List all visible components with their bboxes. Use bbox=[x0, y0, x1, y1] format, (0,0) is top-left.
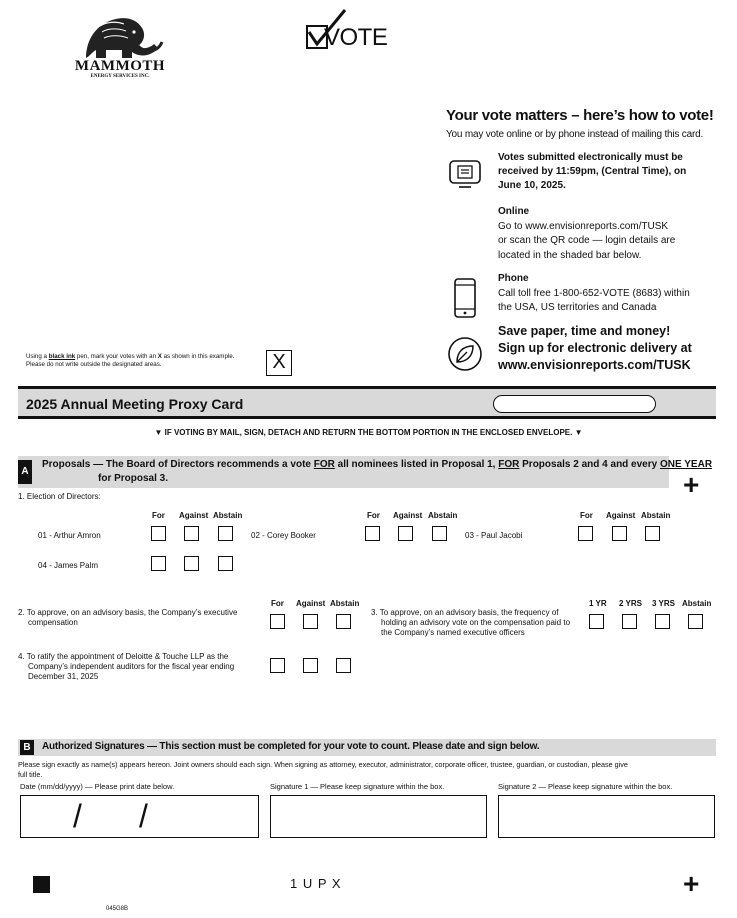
proposal-2-text bbox=[18, 608, 237, 628]
company-name: MAMMOTH bbox=[74, 58, 166, 74]
col-for-1: For bbox=[152, 511, 165, 520]
col-abstain-2: Abstain bbox=[428, 511, 458, 520]
date-separator-1: / bbox=[73, 798, 82, 834]
nominee-01-abstain-checkbox[interactable] bbox=[218, 526, 233, 541]
nominee-03: 03 - Paul Jacobi bbox=[465, 531, 523, 540]
mammoth-illustration bbox=[72, 12, 168, 62]
signature-2-field[interactable] bbox=[498, 795, 715, 838]
computer-icon bbox=[447, 158, 483, 190]
example-mark-box bbox=[266, 350, 292, 376]
promo-subtitle: You may vote online or by phone instead of mailing this card. bbox=[446, 129, 704, 140]
p2-col-abstain: Abstain bbox=[330, 599, 360, 608]
phone-line-1: Call toll free 1-800-652-VOTE (8683) within bbox=[498, 287, 690, 299]
paper-line-1: Save paper, time and money! bbox=[498, 324, 671, 338]
section-b-title: Authorized Signatures — This section must be completed for your vote to count. Please date and sign below. bbox=[42, 741, 540, 752]
nominee-01-for-checkbox[interactable] bbox=[151, 526, 166, 541]
date-field[interactable] bbox=[20, 795, 259, 838]
proposal-2-line-2: compensation bbox=[28, 618, 78, 627]
nominee-02-abstain-checkbox[interactable] bbox=[432, 526, 447, 541]
nominee-04-against-checkbox[interactable] bbox=[184, 556, 199, 571]
col-for-2: For bbox=[367, 511, 380, 520]
section-a-label: A bbox=[18, 460, 32, 484]
proposal-4-text bbox=[18, 652, 234, 682]
nominee-04-abstain-checkbox[interactable] bbox=[218, 556, 233, 571]
online-section bbox=[498, 205, 675, 263]
p3-col-2yrs: 2 YRS bbox=[619, 599, 642, 608]
nominee-02-against-checkbox[interactable] bbox=[398, 526, 413, 541]
nominee-02: 02 - Corey Booker bbox=[251, 531, 316, 540]
sig1-label: Signature 1 — Please keep signature within the box. bbox=[270, 782, 445, 791]
promo-title: Your vote matters – here’s how to vote! bbox=[446, 107, 714, 124]
nominee-04: 04 - James Palm bbox=[38, 561, 99, 570]
nominee-01-against-checkbox[interactable] bbox=[184, 526, 199, 541]
signature-instructions-line-2: full title. bbox=[18, 769, 43, 779]
nominee-03-against-checkbox[interactable] bbox=[612, 526, 627, 541]
online-line-2: or scan the QR code — login details are bbox=[498, 235, 676, 246]
company-subtitle: ENERGY SERVICES INC. bbox=[90, 74, 150, 79]
proposal-3-1yr-checkbox[interactable] bbox=[589, 614, 604, 629]
p2-col-against: Against bbox=[296, 599, 326, 608]
proposal-4-line-2: Company’s independent auditors for the fiscal year ending bbox=[28, 662, 235, 671]
vote-logo-text: VOTE bbox=[324, 24, 388, 51]
col-against-2: Against bbox=[393, 511, 423, 520]
section-a-title-line-2: for Proposal 3. bbox=[98, 473, 169, 484]
registration-square bbox=[33, 876, 50, 893]
deadline-text bbox=[498, 151, 686, 193]
signature-instructions bbox=[18, 760, 718, 779]
nominee-03-for-checkbox[interactable] bbox=[578, 526, 593, 541]
deadline-line-3: June 10, 2025. bbox=[498, 180, 566, 191]
signature-instructions-line-1: Please sign exactly as name(s) appears hereon. Joint owners should each sign. When signing as attorney, executor, administrator, corporate officer, trustee, guardian, or custodian, please give bbox=[18, 760, 628, 769]
company-logo bbox=[72, 12, 168, 82]
registration-plus-top: + bbox=[683, 469, 700, 500]
date-label: Date (mm/dd/yyyy) — Please print date below. bbox=[20, 782, 175, 791]
qr-login-field bbox=[493, 395, 656, 413]
sig2-label: Signature 2 — Please keep signature within the box. bbox=[498, 782, 673, 791]
section-b-label: B bbox=[20, 740, 34, 755]
form-number: 045G8B bbox=[106, 906, 129, 912]
col-against-1: Against bbox=[179, 511, 209, 520]
col-abstain-1: Abstain bbox=[213, 511, 243, 520]
signature-1-field[interactable] bbox=[270, 795, 487, 838]
proposal-4-abstain-checkbox[interactable] bbox=[336, 658, 351, 673]
marking-instructions: Using a black ink pen, mark your votes with an X as shown in this example. Please do not write outside the designated areas. bbox=[26, 353, 235, 368]
section-a-title: Proposals — The Board of Directors recommends a vote FOR all nominees listed in Proposal 1, FOR Proposals 2 and 4 and every ONE YEAR for Proposal 3. bbox=[42, 459, 713, 484]
proposal-2-against-checkbox[interactable] bbox=[303, 614, 318, 629]
col-abstain-3: Abstain bbox=[641, 511, 671, 520]
card-title-bar bbox=[18, 386, 716, 419]
proposal-3-abstain-checkbox[interactable] bbox=[688, 614, 703, 629]
p3-col-abstain: Abstain bbox=[682, 599, 712, 608]
p3-col-1yr: 1 YR bbox=[589, 599, 607, 608]
proposal-3-line-3: the Company’s named executive officers bbox=[381, 628, 525, 637]
proposal-3-2yrs-checkbox[interactable] bbox=[622, 614, 637, 629]
example-x: X bbox=[272, 351, 286, 373]
col-for-3: For bbox=[580, 511, 593, 520]
proposal-4-line-3: December 31, 2025 bbox=[28, 672, 99, 681]
footer-code: 1 U P X bbox=[290, 876, 342, 891]
deadline-line-1: Votes submitted electronically must be bbox=[498, 152, 683, 163]
deadline-line-2: received by 11:59pm, (Central Time), on bbox=[498, 166, 687, 177]
nominee-01: 01 - Arthur Amron bbox=[38, 531, 101, 540]
p3-col-3yrs: 3 YRS bbox=[652, 599, 675, 608]
detach-instruction: ▼ IF VOTING BY MAIL, SIGN, DETACH AND RETURN THE BOTTOM PORTION IN THE ENCLOSED ENVELOPE. ▼ bbox=[154, 428, 583, 437]
proposal-3-text bbox=[371, 608, 570, 638]
card-title: 2025 Annual Meeting Proxy Card bbox=[26, 396, 244, 412]
proposal-3-line-1: 3. To approve, on an advisory basis, the frequency of bbox=[371, 608, 559, 617]
phone-icon bbox=[453, 277, 477, 319]
nominee-04-for-checkbox[interactable] bbox=[151, 556, 166, 571]
leaf-icon bbox=[447, 336, 483, 372]
proposal-3-3yrs-checkbox[interactable] bbox=[655, 614, 670, 629]
proposal-2-line-1: 2. To approve, on an advisory basis, the Company’s executive bbox=[18, 608, 238, 617]
online-line-3: located in the shaded bar below. bbox=[498, 249, 642, 261]
proposal-2-for-checkbox[interactable] bbox=[270, 614, 285, 629]
phone-heading: Phone bbox=[498, 273, 529, 284]
nominee-03-abstain-checkbox[interactable] bbox=[645, 526, 660, 541]
online-heading: Online bbox=[498, 206, 530, 217]
col-against-3: Against bbox=[606, 511, 636, 520]
paper-section bbox=[498, 323, 692, 374]
nominee-02-for-checkbox[interactable] bbox=[365, 526, 380, 541]
phone-line-2: the USA, US territories and Canada bbox=[498, 302, 657, 313]
p2-col-for: For bbox=[271, 599, 284, 608]
election-heading: 1. Election of Directors: bbox=[18, 492, 101, 501]
proposal-4-for-checkbox[interactable] bbox=[270, 658, 285, 673]
paper-line-2: Sign up for electronic delivery at bbox=[498, 341, 692, 355]
paper-line-3[interactable]: www.envisionreports.com/TUSK bbox=[498, 358, 691, 372]
online-line-1: Go to www.envisionreports.com/TUSK bbox=[498, 220, 669, 232]
instructions-line-2: Please do not write outside the designated areas. bbox=[26, 361, 162, 368]
proposal-3-line-2: holding an advisory vote on the compensation paid to bbox=[381, 618, 571, 627]
vote-logo bbox=[305, 8, 388, 52]
date-separator-2: / bbox=[139, 798, 148, 834]
proposal-4-line-1: 4. To ratify the appointment of Deloitte & Touche LLP as the bbox=[18, 652, 229, 661]
proposal-4-against-checkbox[interactable] bbox=[303, 658, 318, 673]
registration-plus-bottom: + bbox=[683, 868, 700, 899]
phone-section bbox=[498, 272, 690, 316]
proposal-2-abstain-checkbox[interactable] bbox=[336, 614, 351, 629]
